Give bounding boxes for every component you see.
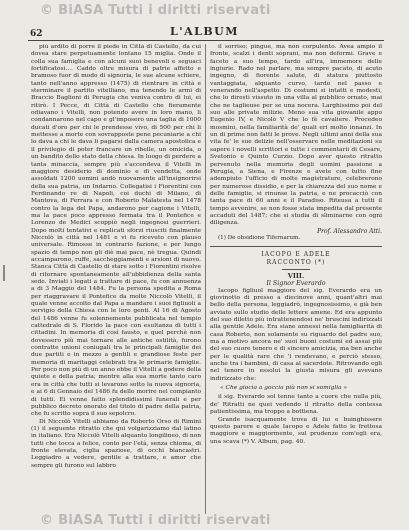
page-number: 62 bbox=[30, 29, 43, 39]
story-quote: « Che giocia a goccia più non si somiglia » bbox=[220, 385, 348, 392]
left-column bbox=[31, 44, 201, 514]
story-after-quote: il sig. Everardo sol tenne tanto a cuore che nulla più, de' Ritratti ne quei vedendo il ritratto della contessa patientissima, ma troppo a bottiena. bbox=[210, 394, 382, 416]
chapter-number: VIII. bbox=[287, 271, 305, 280]
left-paragraph-1: più ardito di porre il piede in Città di Castello, da cui dovea stare perpetuamente lontano 15 miglia. Onde il colla sua famiglia e con alcuni suoi benevoli e seguaci fortificatosi.... Caddo oltre misura di patrie affetto e bramoso fuor di modo di signoria, le sue alcune schiere, tanto nell'anno appresso (1475) di rientrare in città e sterminare il partito vitelliano, ma tenendo le armi di Braccio Baglioni di Perugia che veniva contro di lui, ei ritirò. I Pecce, di Città di Castello che fieramente odiavano i Vitelli, non potendo avere in loro mano, li condannarono nel capo e gl'imposero una taglia di 1000 ducati d'oro per chi le prendesse vivo, di 500 per chi li mettesse a morte con sovrapposte pene pecuniarie a chi lo dava a chi le dava li pagarsi dalla camera apostolica e il privilegio di poter francare un ribelle, un omicida, o un bandito dello stato della chiesa. In luogo di perdere a tanta minaccia, sempre più s'accendeva il Vitelli in maggiore desiderio di dominio e di vendetta, onde assoldati 1200 uomini andò nuovamente all'insignorirsi della sua patria, un Indarno. Collegatisi i Fiorentini con Ferdinando re di Napoli, coi duchi di Milano, di Mantova, di Ferrara e con Roberto Malatesta nel 1478 contro la lega del Papa, andarono per cagione i Vitelli, ma la pace poco appresso fermata tra il Pontefice e Lorenzo de Medici scoppiò negli ingegnosi guerrieri. Dopo molti tentativi e replicati sforzi riusciti finalmente Niccolò in città nel 1481 e vi fu ricevuto con plauso universale. Rimosse in contrario fazione, e per lungo spazio di tempo non gli diè mai pace, nè tregua. Quindi accamparono, ruffe, saccheggiamenti e arsioni di nuovo. Stanca Città di Castello di stare sotto i Fiorentini risolve di ritornare spontaneamente all'ubbidienza della santa sede. Inviati i legati a trattare di pace, fu con annuenza a di 3 Maggio del 1484. Fu la persona spedita a Roma per riaggravare il Pontefice da molte Niccolò Vitelli, il quale venne accolto dal Papa a mandare i suoi figliuoli a servigio della Chiesa con le loro genti. Al 16 di Agosto del 1486 venne fu solennemente pubblicata nel tempio cattedrale di S. Florido la pace con esultanza di tutti i cittadini. In memoria di così fausto, e quel perchè non dovessero più mai tornare alle antiche ostilità, furono contratte unioni coniugali tra le principali famiglie dei due partiti e in mezzo a gentili e grandiose feste per memoria di maritaggi celebrati tra le primarie famiglie. Per poco non più di un anno ebbe il Vitelli a godere della quiete e della patria; mentre alla sua morte tanto caro era in città che tutti si levarono sotto la nuova signoria, e ai 6 di Gennaio del 1486 fu dello morire nel compianto di tutti. Ei venne fatto splendidissimi funerali e per pubblico decreto onorato del titolo di padre della patria, che fu scritto sopra il suo sepolcro. bbox=[31, 44, 201, 418]
right-column bbox=[210, 44, 382, 514]
title-rule bbox=[282, 269, 310, 270]
author-signature: Prof. Alessandro Atti. bbox=[317, 227, 382, 235]
story-title: IACOPO E ADELE bbox=[261, 251, 331, 259]
section-rule bbox=[210, 246, 382, 247]
watermark-bottom: © BiASA Tutti i diritti riservati bbox=[40, 513, 271, 528]
story-paragraph-1: Iacopo figliuol maggiore del sig. Everardo era un giovinotto di presso a diecinove anni, quant'altri mai bello della persona, leggiadrò, ingegnosissimo, e già ben avviato sullo studio delle lettere amene. Ed era appunto del suo diletto più intrattenendosi ne' bruscini indirizzati alla gentile Adele. Era siane annessi nella famigliarità di casa Roberto, non solamente su riguardo del padre suo, ma a motivo ancora ne' suoi buoni costumi ed assai più del suo cuore tenero e di sincero amicizia, ma ben anche per le qualità rare che 'l rendevano, e perciò stesso, anche tra i bambini, di casa al sacerdote. Ritrovando egli nel tenore in essolui la giusta misura gli avevano indirizzato che: bbox=[210, 287, 382, 382]
story-subtitle: RACCONTO (*) bbox=[266, 258, 326, 266]
footnote: (1) De obsidione Tifernarum. bbox=[218, 234, 301, 241]
left-paragraph-2: Di Niccolò Vitelli abbiamo da Roberto Orso di Rimini (1) il seguente ritratto che qui volgarizziamo dal latino in italiano. Era Niccolò Vitelli alquanto longilineo, di non tutti che tocca a felice, conto per l'età, senza chioma, di fronte elevata, ciglia spaziose, di occhi biancastri. Leggiadro a vedere, gentile a trattare, e amor che sempre gli furono sul labbro bbox=[31, 418, 201, 469]
running-title: L'ALBUM bbox=[170, 25, 239, 38]
margin-mark bbox=[3, 265, 5, 281]
right-continuation: il sorriso; pingue, ma non corpulento. Avea ampio il fronte, scalzi i denti soprani, ma non deformi. Grave e faceto a suo tempo, tardo all'ira, immemore delle ingiurie. Rado nel parlare, ma sempre pacato, di acuto ingegno, di fiorente salute, di statura piuttosto vantaggiata, alquanto curvo, tardo nel passo e venerando nell'aspetto. Di costumi si intatti e modesti, che lo diresti vissuto in una villa al pubblico ornato, mai che ne taglieuse per se una nocera. Larghissimo poi del suo alle private milizie. Meno sua vita giovanile appo Eugenio IV, e Nicolò V che lo fè cavaliere. Procedeo mosmini, nella familiarità de' quali eri molto innanzi. In un di prime non fatti le prove. Negli ultimi anni della sua vita fe' le sue delizie nell'osservare nelle meditazioni su sapere i novelli scrittori e tutte i commentarii di Cesare, Svetonio e Quinto Curzio. Dopo aver questo ritratto pervenuto nella memoria degli uomini passione a Perugia, a Siena, e Firenze e avete con tutto fine adempiuto l'ufficio di molte magistrature, celebrerono per numerose dissidio, e per la chiarezza del suo nome e delle famiglie, si rinunse la patria, e ne procacciò con tanta pace di 60 anni e il Paradiso. Riteusa a tutti il tempo avvenire, se non fosse stata impedita dal presente accaduti del 1487; che si studia di sliminarne con ogni diligenza. bbox=[210, 44, 382, 227]
chapter-title: Il Signor Everardo bbox=[266, 280, 326, 288]
story-closing: Grande isacquamente trova di lui e buinghissere questo parere e quale Iacopo e Adele fatto le frettosa maggiore e maggiormente, sul prudenze com'egli era, una scava (*) V. Album, pag. 40. bbox=[210, 416, 382, 445]
header-rule bbox=[28, 40, 384, 41]
column-divider bbox=[205, 44, 206, 514]
watermark-top: © BiASA Tutti i diritti riservati bbox=[40, 3, 271, 18]
